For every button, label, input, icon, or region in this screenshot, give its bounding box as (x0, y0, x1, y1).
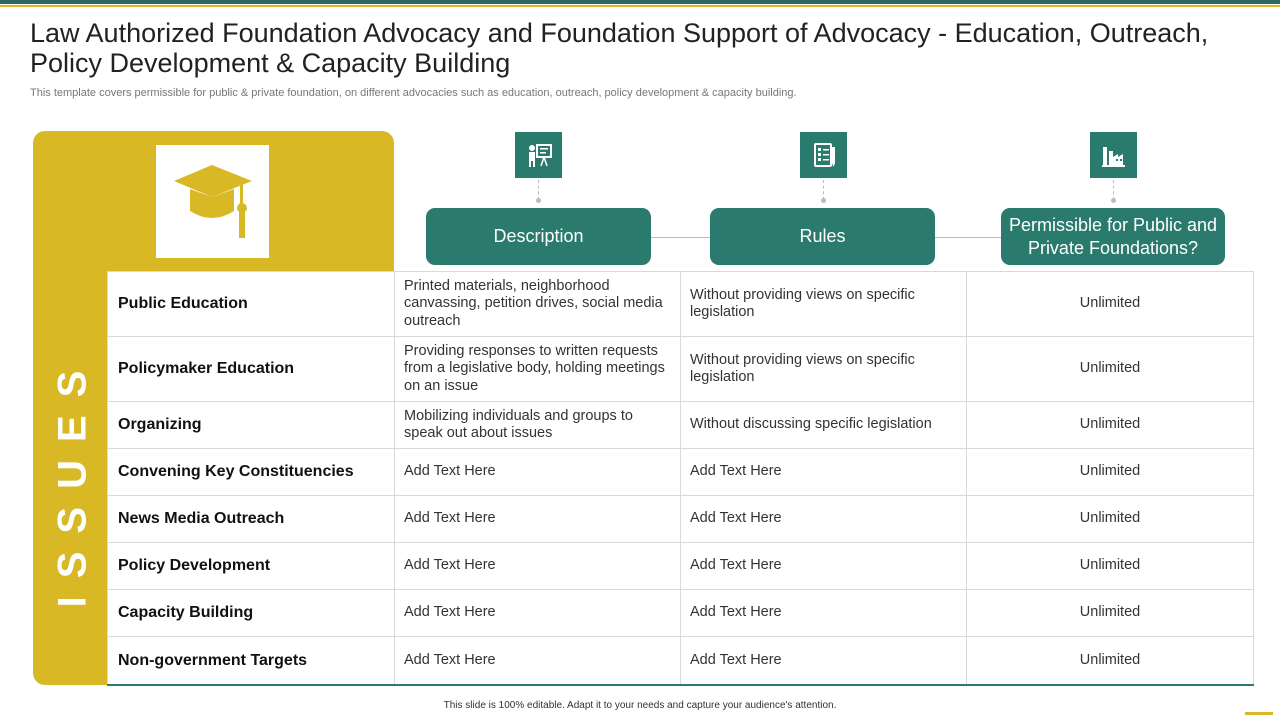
permissible-cell: Unlimited (967, 272, 1254, 337)
header-link-line (651, 237, 710, 238)
rules-cell: Add Text Here (681, 449, 967, 496)
permissible-cell: Unlimited (967, 496, 1254, 543)
column-header-description: Description (426, 208, 651, 265)
column-header-rules: Rules (710, 208, 935, 265)
graduation-cap-icon (156, 145, 269, 258)
page-title: Law Authorized Foundation Advocacy and Foundation Support of Advocacy - Education, Outreach, Policy Development & Capacity Building (30, 18, 1209, 78)
connector-dot (1111, 198, 1116, 203)
description-cell: Add Text Here (395, 590, 681, 637)
connector-line (823, 180, 824, 200)
rules-cell: Without discussing specific legislation (681, 402, 967, 449)
rules-cell: Add Text Here (681, 637, 967, 685)
issue-cell: Organizing (108, 402, 395, 449)
checklist-icon (800, 132, 847, 178)
permissible-cell: Unlimited (967, 337, 1254, 402)
presentation-icon (515, 132, 562, 178)
connector-dot (536, 198, 541, 203)
description-cell: Providing responses to written requests from a legislative body, holding meetings on an issue (395, 337, 681, 402)
table-row (108, 543, 1254, 590)
description-cell: Add Text Here (395, 637, 681, 685)
rules-cell: Without providing views on specific legislation (681, 337, 967, 402)
connector-line (538, 180, 539, 200)
issue-cell: Policy Development (108, 543, 395, 590)
permissible-cell: Unlimited (967, 449, 1254, 496)
rules-cell: Add Text Here (681, 590, 967, 637)
factory-icon (1090, 132, 1137, 178)
header-link-line (935, 237, 1001, 238)
column-header-permissible: Permissible for Public and Private Foundations? (1001, 208, 1225, 265)
issue-cell: Non-government Targets (108, 637, 395, 685)
description-cell: Printed materials, neighborhood canvassing, petition drives, social media outreach (395, 272, 681, 337)
page-subtitle: This template covers permissible for public & private foundation, on different advocacies such as education, outreach, policy development & capacity building. (30, 87, 797, 99)
permissible-cell: Unlimited (967, 590, 1254, 637)
top-accent-line (0, 5, 1280, 7)
issue-cell: News Media Outreach (108, 496, 395, 543)
footer-accent-bar (1245, 712, 1273, 715)
description-cell: Add Text Here (395, 496, 681, 543)
rules-cell: Add Text Here (681, 496, 967, 543)
table-row (108, 590, 1254, 637)
permissible-cell: Unlimited (967, 543, 1254, 590)
description-cell: Add Text Here (395, 543, 681, 590)
connector-dot (821, 198, 826, 203)
connector-line (1113, 180, 1114, 200)
table-row (108, 272, 1254, 337)
table-row (108, 449, 1254, 496)
issue-cell: Public Education (108, 272, 395, 337)
permissible-cell: Unlimited (967, 637, 1254, 685)
issue-cell: Convening Key Constituencies (108, 449, 395, 496)
table-row (108, 337, 1254, 402)
top-accent-bar (0, 0, 1280, 4)
description-cell: Mobilizing individuals and groups to speak out about issues (395, 402, 681, 449)
issues-table (107, 271, 1254, 686)
footer-note: This slide is 100% editable. Adapt it to your needs and capture your audience's attention. (443, 700, 837, 711)
description-cell: Add Text Here (395, 449, 681, 496)
permissible-cell: Unlimited (967, 402, 1254, 449)
table-row (108, 496, 1254, 543)
table-row (108, 637, 1254, 685)
table-row (108, 402, 1254, 449)
issue-cell: Capacity Building (108, 590, 395, 637)
rules-cell: Add Text Here (681, 543, 967, 590)
issues-label: ISSUES (50, 352, 95, 608)
rules-cell: Without providing views on specific legislation (681, 272, 967, 337)
issue-cell: Policymaker Education (108, 337, 395, 402)
